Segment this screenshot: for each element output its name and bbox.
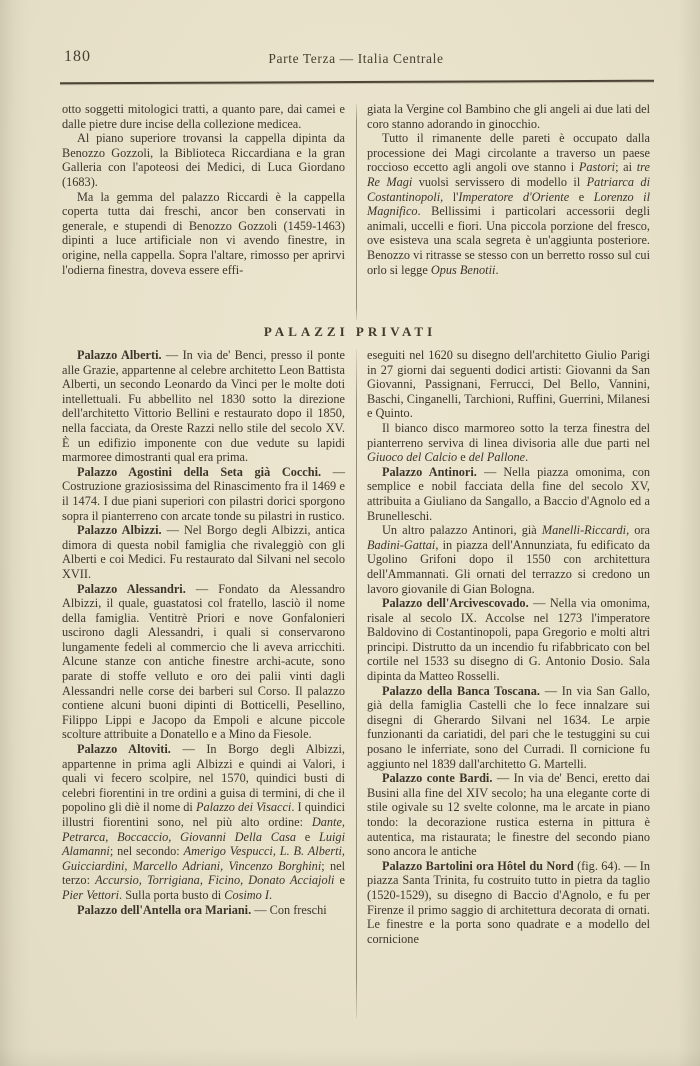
paragraph: Palazzo Bartolini ora Hôtel du Nord (fig. 64). — In piazza Santa Trinita, fu costruito tutto in pietra da taglio (1520-1529), su disegno di Baccio d'Agnolo, e fu per Firenze il primo saggio di architettura decorata di ornati. Le finestre e la porta sono quadrate e a modello del cornicione — [367, 858, 650, 946]
paragraph: Palazzo dell'Arcivescovado. — Nella via omonima, risale al secolo IX. Accolse nel 1273 l'imperatore Baldovino di Costantinopoli, papa Gregorio e molti altri principi. Distrutto da un incendio fu rifabbricato con bel cortile nel 1533 su disegno di G. Antonio Dosio. Sala dipinta da Matteo Rosselli. — [367, 596, 650, 684]
paragraph: Palazzo conte Bardi. — In via de' Benci, eretto dai Busini alla fine del XIV secolo; ha una elegante corte di stile ogivale su 12 svelte colonne, ma le arcate in piano tondo: la decorazione rustica esterna in pittura è autentica, ma ristaurata; le finestre del secondo piano sono ancora le antiche — [367, 771, 650, 859]
paragraph: otto soggetti mitologici tratti, a quanto pare, dai camei e dalle pietre dure incise della collezione medicea. — [62, 102, 345, 131]
column-divider — [356, 350, 357, 1018]
paragraph: Un altro palazzo Antinori, già Manelli-Riccardi, ora Badini-Gattai, in piazza dell'Annunziata, fu edificato da Ugolino Grifoni dopo il 1550 con architettura dell'Ammannati. Gli ornati del terrazzo si credono un lavoro giovanile di Gian Bologna. — [367, 523, 650, 596]
paragraph: giata la Vergine col Bambino che gli angeli ai due lati del coro stanno adorando in ginocchio. — [367, 102, 650, 131]
bottom-text-section — [62, 348, 650, 1018]
paragraph: Palazzo Alberti. — In via de' Benci, presso il ponte alle Grazie, appartenne al celebre architetto Leon Battista Alberti, un secondo Leonardo da Vinci per le molte doti intellettuali. Fu abbellito nel 1830 sotto la direzione dell'architetto Vittorio Bellini e restaurato dopo il 1850, nella facciata, da Oreste Razzi nello stile del secolo XV. È un edifizio imponente con due vedute su lapidi marmoree dimostranti qual era prima. — [62, 348, 346, 465]
paragraph: Palazzo dell'Antella ora Mariani. — Con freschi — [77, 902, 327, 917]
paragraph: Ma la gemma del palazzo Riccardi è la cappella coperta tutta dai freschi, ancor ben conservati in generale, e stupendi di Benozzo Gozzoli (1459-1463) dipinti a luce artificiale non vi avendo finestre, in origine, nella cappella. Sopra l'altare, rimosso per aprirvi l'odierna finestra, doveva essere effi- — [62, 189, 345, 277]
paragraph: Palazzo Antinori. — Nella piazza omonima, con semplice e nobil facciata della fine del secolo XV, attribuita a Giuliano da Sangallo, a Baccio d'Agnolo ed a Brunelleschi. — [367, 464, 650, 523]
paragraph: Tutto il rimanente delle pareti è occupato dalla processione dei Magi circolante a traverso un paese roccioso eccetto agli angoli ove stanno i Pastori; ai tre Re Magi vuolsi servissero di modello il Patriarca di Costantinopoli, l'Imperatore d'Oriente e Lorenzo il Magnifico. Bellissimi i particolari accessorii degli animali, uccelli e fiori. Una piccola porzione del fresco, ove esisteva una scala segreta è un'aggiunta posteriore. Benozzo vi ritrasse se stesso con un berretto rosso sul cui orlo si legge Opus Benotii. — [367, 131, 651, 277]
paragraph: Palazzo Agostini della Seta già Cocchi. — Costruzione graziosissima del Rinascimento fra il 1469 e il 1474. I due piani superiori con pilastri dorici sporgono sopra il pianterreno con arcate tonde su pilastri in rustico. — [62, 464, 345, 523]
bottom-right-column — [367, 348, 650, 1018]
paragraph: Palazzo Altoviti. — In Borgo degli Albizzi, appartenne in prima agli Albizzi e quindi ai Valori, i quali vi fecero scolpire, nel 1570, quindici busti di celebri fiorentini in tre ordini a guisa di termini, di che il popolino gli diè il nome di Palazzo dei Visacci. I quindici illustri fiorentini sono, nel più alto ordine: Dante, Petrarca, Boccaccio, Giovanni Della Casa e Luigi Alamanni; nel secondo: Amerigo Vespucci, L. B. Alberti, Guicciardini, Marcello Adriani, Vincenzo Borghini; nel terzo: Accursio, Torrigiana, Ficino, Donato Acciajoli e Pier Vettori. Sulla porta busto di Cosimo I. — [62, 742, 346, 902]
paragraph: eseguiti nel 1620 su disegno dell'architetto Giulio Parigi in 27 giorni dai seguenti dodici artisti: Giovanni da San Giovanni, Passignani, Ferrucci, Del Bello, Vannini, Baschi, Cinganelli, Tarchioni, Ruffini, Guerrini, Milanesi e Quinto. — [367, 348, 650, 421]
bottom-left-column — [62, 348, 345, 1018]
paragraph: Al piano superiore trovansi la cappella dipinta da Benozzo Gozzoli, la Biblioteca Riccardiana e la gran Galleria con l'apoteosi dei Medici, di Luca Giordano (1683). — [62, 131, 345, 189]
paragraph: Palazzo della Banca Toscana. — In via San Gallo, già della famiglia Castelli che lo fece innalzare sui disegni di Gherardo Silvani nel 1634. Le arpie funzionanti da cariatidi, del pari che le testuggini su cui posano le inferriate, sono del Curradi. Il cornicione fu aggiunto nel 1839 dall'architetto G. Martelli. — [367, 683, 650, 771]
paragraph: Il bianco disco marmoreo sotto la terza finestra del pianterreno serviva di linea divisoria alle due parti nel Giuoco del Calcio e del Pallone. — [367, 420, 650, 465]
paragraph: Palazzo Albizzi. — Nel Borgo degli Albizzi, antica dimora di questa nobil famiglia che rivaleggiò con gli Alberti e coi Medici. Fu restaurato dal Silvani nel secolo XVII. — [62, 523, 345, 581]
paragraph: Palazzo Alessandri. — Fondato da Alessandro Albizzi, il quale, guastatosi col fratello, lasciò il nome della famiglia. Ventitrè Priori e nove Gonfalonieri uscirono dagli Alessandri, i quali si conservarono lungamente fedeli al commercio che li aveva arricchiti. Alcune stanze con antiche finestre archi-acute, sono parate di stoffe velluto e oro dei palii vinti dagli Alessandri nelle corse dei barberi sul Corso. Il palazzo contiene alcuni buoni dipinti di Botticelli, Pesellino, Filippo Lippi e Jacopo da Empoli e alcune piccole scolture attribuite a Donatello e a Mino da Fiesole. — [62, 581, 345, 742]
top-right-column — [367, 102, 650, 320]
page-number: 180 — [64, 48, 91, 65]
top-text-section — [62, 102, 650, 320]
column-divider — [356, 104, 357, 320]
running-title: Parte Terza — Italia Centrale — [268, 51, 444, 66]
header-rule — [60, 80, 654, 85]
section-heading-palazzi-privati: PALAZZI PRIVATI — [263, 324, 437, 339]
page-header — [62, 48, 650, 72]
top-left-column — [62, 102, 345, 320]
